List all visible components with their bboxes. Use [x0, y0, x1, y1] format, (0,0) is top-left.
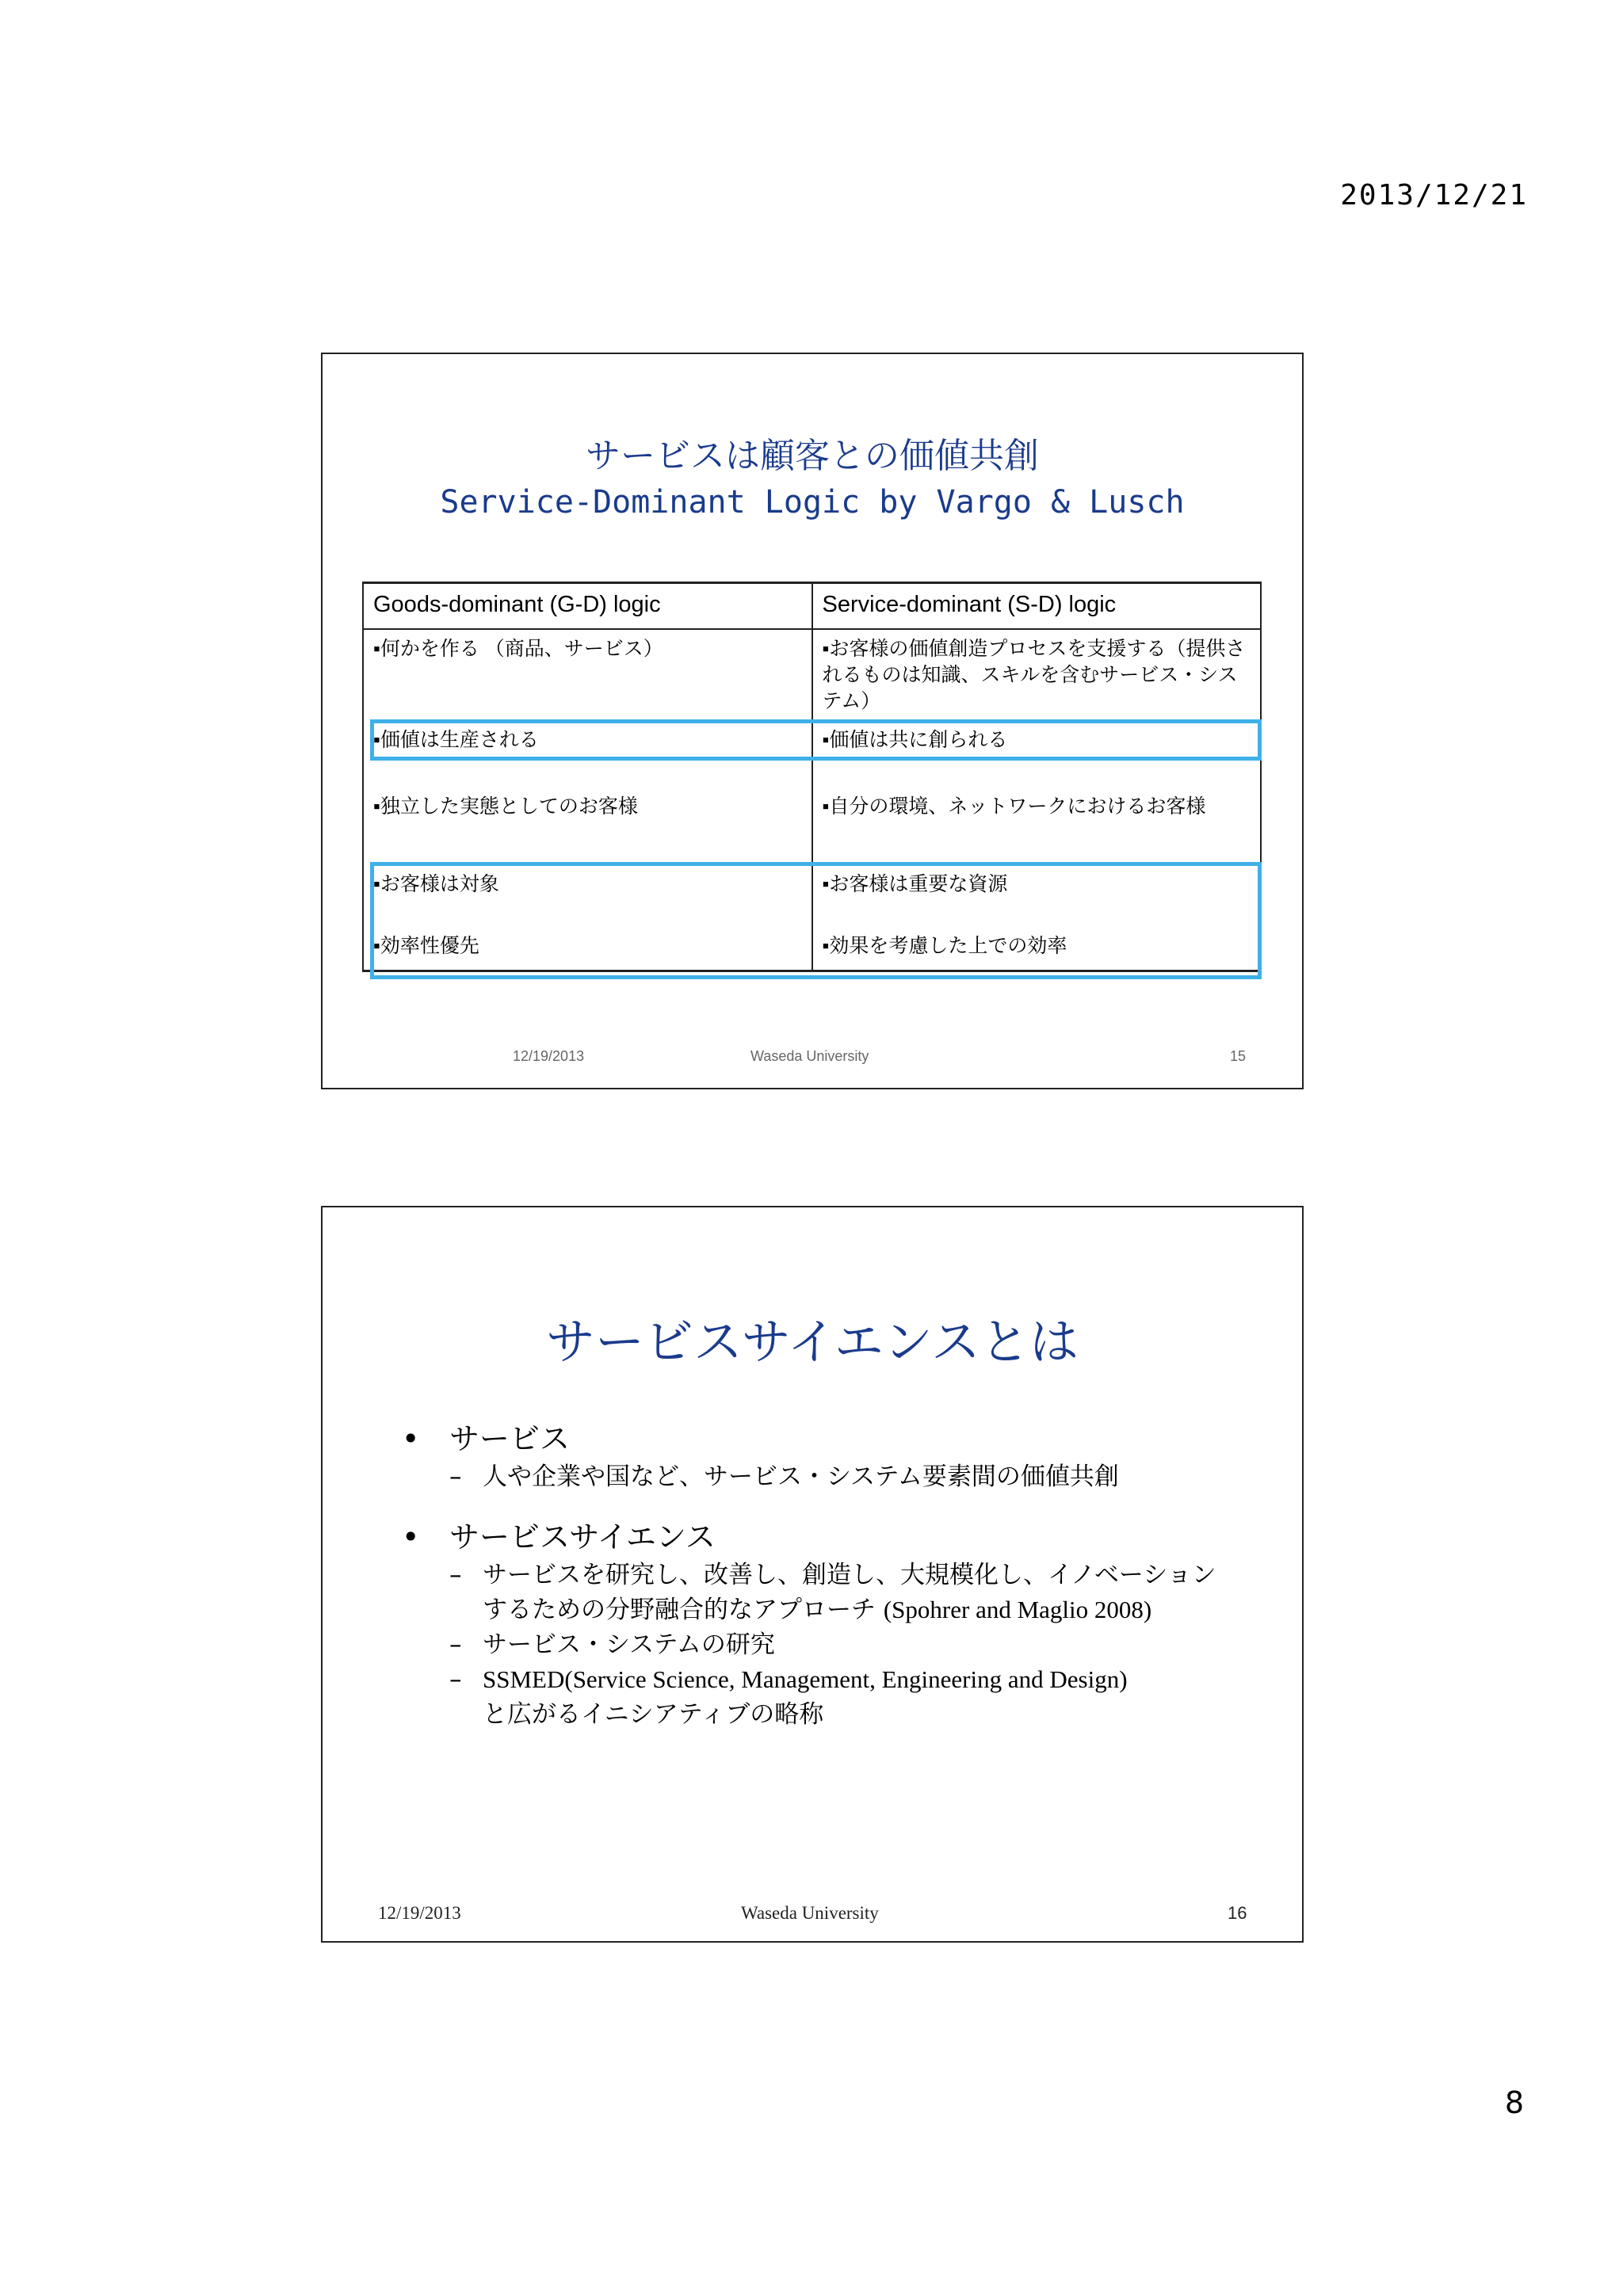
table-cell: ▪自分の環境、ネットワークにおけるお客様	[812, 788, 1262, 865]
table-cell: ▪価値は生産される	[363, 721, 812, 788]
slide-title	[323, 433, 1302, 525]
footer-org: Waseda University	[741, 1903, 879, 1923]
dash-icon: –	[449, 1665, 462, 1694]
header-sd-logic: Service-dominant (S-D) logic	[812, 583, 1262, 629]
sub-bullet-text: サービス・システムの研究	[483, 1630, 775, 1659]
table-row	[363, 927, 1261, 971]
dash-icon: –	[449, 1630, 462, 1659]
footer-org: Waseda University	[750, 1048, 869, 1064]
dash-icon: –	[449, 1561, 462, 1589]
footer-slide-number: 15	[1230, 1048, 1247, 1064]
bullet-dot-icon: •	[402, 1520, 420, 1554]
footer-date: 12/19/2013	[513, 1048, 585, 1064]
table-row	[363, 721, 1261, 788]
citation: (Spohrer and Maglio 2008)	[883, 1596, 1152, 1623]
table-cell: ▪お客様は重要な資源	[812, 865, 1262, 927]
bullet-list	[402, 1418, 1274, 1732]
footer-slide-number: 16	[1228, 1903, 1247, 1923]
page-number: 8	[1504, 2085, 1524, 2120]
title-japanese: サービスは顧客との価値共創	[586, 436, 1039, 476]
table-cell: ▪効率性優先	[363, 927, 812, 971]
sub-bullet-item	[402, 1662, 1274, 1732]
dash-icon: –	[449, 1463, 462, 1491]
slide-15	[321, 353, 1304, 1089]
table-cell: ▪独立した実態としてのお客様	[363, 788, 812, 865]
sub-bullet-item	[402, 1627, 1274, 1662]
sub-bullet-text: サービスを研究し、改善し、創造し、大規模化し、イノベーション	[483, 1561, 1216, 1589]
table-cell: ▪お客様の価値創造プロセスを支援する（提供されるものは知識、スキルを含むサービス・システム）	[812, 629, 1262, 721]
bullet-dot-icon: •	[402, 1421, 420, 1456]
sub-bullet-text: SSMED(Service Science, Management, Engineering and Design)	[483, 1665, 1128, 1693]
title-english: Service-Dominant Logic by Vargo & Lusch	[440, 484, 1185, 521]
table-cell: ▪何かを作る （商品、サービス）	[363, 629, 812, 721]
footer-date: 12/19/2013	[378, 1903, 461, 1923]
sub-bullet-item	[402, 1459, 1274, 1494]
slide-16	[321, 1206, 1304, 1943]
page-date: 2013/12/21	[1340, 179, 1528, 212]
table-cell: ▪価値は共に創られる	[812, 721, 1262, 788]
slide-title: サービスサイエンスとは	[545, 1313, 1079, 1371]
sub-bullet-item	[402, 1558, 1274, 1627]
table-row	[363, 788, 1261, 865]
table-cell: ▪効果を考慮した上での効率	[812, 927, 1262, 971]
bullet-text: サービス	[449, 1421, 571, 1456]
sub-bullet-text: 人や企業や国など、サービス・システム要素間の価値共創	[483, 1463, 1119, 1491]
table-row	[363, 629, 1261, 721]
sub-bullet-text: と広がるイニシアティブの略称	[483, 1700, 824, 1729]
table-header-row	[363, 583, 1261, 629]
table-row	[363, 865, 1261, 927]
bullet-item	[402, 1516, 1274, 1558]
header-gd-logic: Goods-dominant (G-D) logic	[363, 583, 812, 629]
comparison-table	[362, 582, 1262, 972]
sub-bullet-text: するための分野融合的なアプローチ	[483, 1596, 876, 1624]
table-cell: ▪お客様は対象	[363, 865, 812, 927]
bullet-item	[402, 1418, 1274, 1459]
bullet-text: サービスサイエンス	[449, 1520, 716, 1554]
